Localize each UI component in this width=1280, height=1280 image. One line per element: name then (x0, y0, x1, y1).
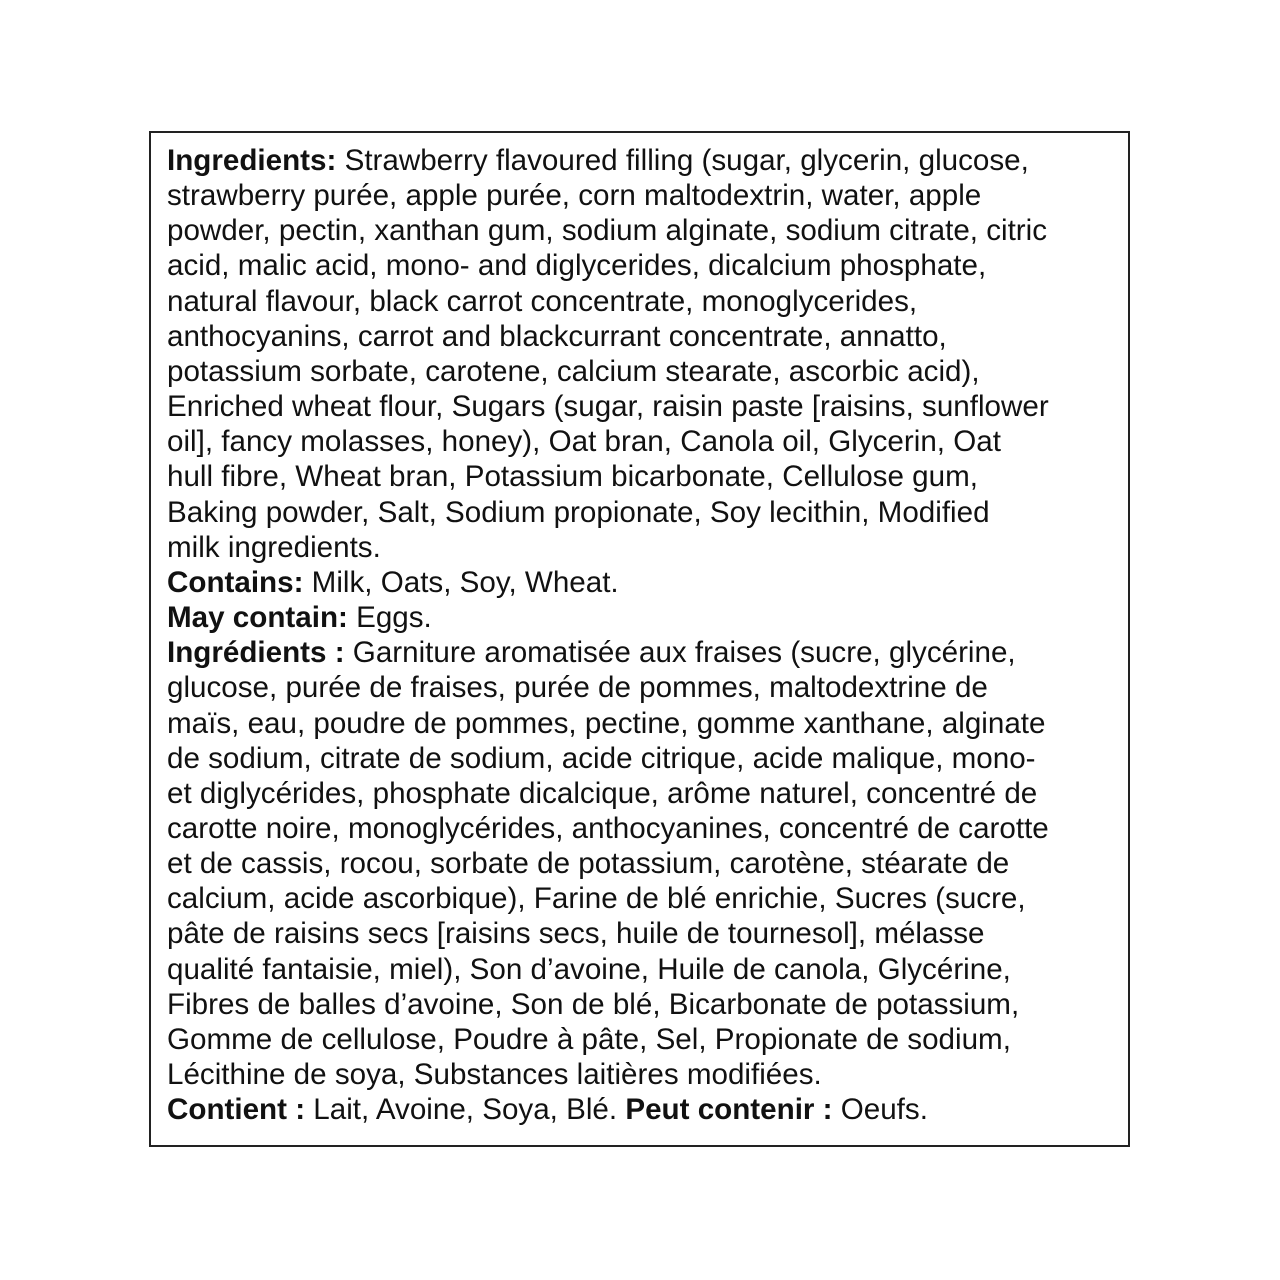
body-text: potassium sorbate, carotene, calcium stearate, ascorbic acid), (167, 354, 980, 388)
label-line (167, 916, 1120, 951)
label-line (167, 319, 1120, 354)
body-text: Lait, Avoine, Soya, Blé. (305, 1093, 626, 1127)
body-text: powder, pectin, xanthan gum, sodium alginate, sodium citrate, citric (167, 214, 1048, 248)
body-text: de sodium, citrate de sodium, acide citrique, acide malique, mono- (167, 741, 1036, 775)
heading-text: Ingrédients : (167, 636, 345, 670)
label-line (167, 1022, 1120, 1057)
body-text: Gomme de cellulose, Poudre à pâte, Sel, Propionate de sodium, (167, 1022, 1011, 1056)
body-text: calcium, acide ascorbique), Farine de blé enrichie, Sucres (sucre, (167, 882, 1026, 916)
label-line (167, 670, 1120, 705)
label-line (167, 600, 1120, 635)
body-text: carotte noire, monoglycérides, anthocyanines, concentré de carotte (167, 811, 1049, 845)
body-text: Garniture aromatisée aux fraises (sucre, glycérine, (344, 636, 1016, 670)
body-text: Enriched wheat flour, Sugars (sugar, raisin paste [raisins, sunflower (167, 390, 1049, 424)
heading-text: Peut contenir : (625, 1093, 833, 1127)
body-text: et de cassis, rocou, sorbate de potassium, carotène, stéarate de (167, 847, 1010, 881)
body-text: maïs, eau, poudre de pommes, pectine, gomme xanthane, alginate (167, 706, 1046, 740)
label-line (167, 565, 1120, 600)
label-line (167, 776, 1120, 811)
body-text: oil], fancy molasses, honey), Oat bran, Canola oil, Glycerin, Oat (167, 425, 1001, 459)
body-text: strawberry purée, apple purée, corn maltodextrin, water, apple (167, 179, 982, 213)
label-line (167, 987, 1120, 1022)
label-line (167, 354, 1120, 389)
label-line (167, 213, 1120, 248)
body-text: Oeufs. (832, 1093, 928, 1127)
body-text: Fibres de balles d’avoine, Son de blé, Bicarbonate de potassium, (167, 987, 1020, 1021)
body-text: Lécithine de soya, Substances laitières modifiées. (167, 1058, 822, 1092)
body-text: Strawberry flavoured filling (sugar, glycerin, glucose, (336, 144, 1029, 177)
label-line (167, 811, 1120, 846)
body-text: natural flavour, black carrot concentrate, monoglycerides, (167, 284, 918, 318)
heading-text: Contains: (167, 565, 304, 599)
label-line (167, 741, 1120, 776)
body-text: milk ingredients. (167, 530, 381, 564)
body-text: pâte de raisins secs [raisins secs, huile de tournesol], mélasse (167, 917, 985, 951)
label-line (167, 248, 1120, 283)
body-text: Eggs. (347, 601, 432, 635)
label-line (167, 1057, 1120, 1092)
label-line (167, 706, 1120, 741)
label-line (167, 881, 1120, 916)
body-text: et diglycérides, phosphate dicalcique, arôme naturel, concentré de (167, 776, 1038, 810)
label-line (167, 495, 1120, 530)
body-text: acid, malic acid, mono- and diglycerides, dicalcium phosphate, (167, 249, 987, 283)
label-line (167, 459, 1120, 494)
body-text: anthocyanins, carrot and blackcurrant concentrate, annatto, (167, 319, 947, 353)
body-text: hull fibre, Wheat bran, Potassium bicarbonate, Cellulose gum, (167, 460, 978, 494)
heading-text: Contient : (167, 1093, 306, 1127)
label-line (167, 952, 1120, 987)
label-line (167, 178, 1120, 213)
label-line (167, 846, 1120, 881)
heading-text: Ingredients: (167, 144, 337, 177)
body-text: qualité fantaisie, miel), Son d’avoine, Huile de canola, Glycérine, (167, 952, 1011, 986)
ingredients-label-box (149, 131, 1130, 1147)
label-line (167, 635, 1120, 670)
label-line (167, 389, 1120, 424)
label-line (167, 530, 1120, 565)
label-line (167, 1092, 1120, 1127)
body-text: Milk, Oats, Soy, Wheat. (303, 565, 619, 599)
label-line (167, 424, 1120, 459)
heading-text: May contain: (167, 601, 348, 635)
label-line (167, 143, 1120, 178)
body-text: Baking powder, Salt, Sodium propionate, Soy lecithin, Modified (167, 495, 990, 529)
body-text: glucose, purée de fraises, purée de pommes, maltodextrine de (167, 671, 988, 705)
label-line (167, 284, 1120, 319)
